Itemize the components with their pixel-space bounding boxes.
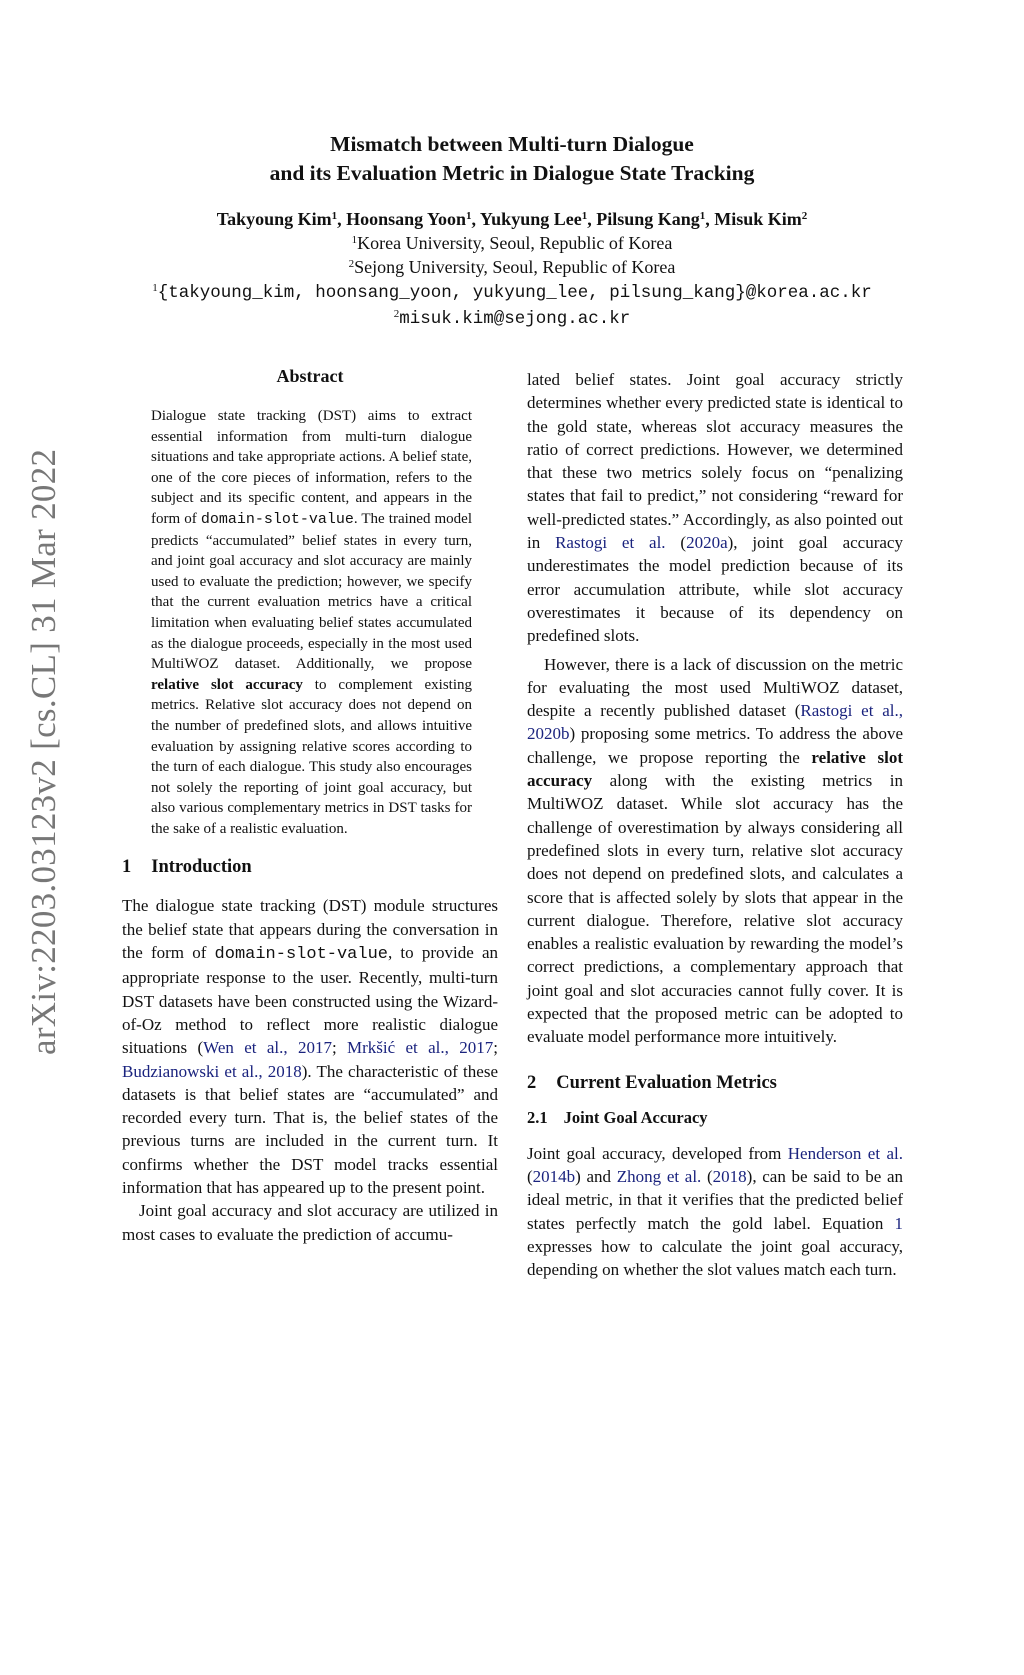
separator: ,	[471, 209, 480, 229]
abstract-text: . The trained model predicts “accumulated” belief states in every turn, and joint goal accuracy and slot accuracy are mainly used to evaluate the prediction; however, we specify that the current evaluation metrics have a critical limitation when evaluating belief states accumulated as the dialogue proceeds, especially in the most used MultiWOZ dataset. Additionally, we propose	[151, 510, 473, 673]
text: expresses how to calculate the joint goal accuracy, depending on whether the slot values match each turn.	[527, 1236, 903, 1280]
affiliation-mark: 1	[152, 282, 158, 294]
abstract-text: Dialogue state tracking (DST) aims to extract essential information from multi-turn dialogue situations and take appropriate actions. A belief state, one of the core pieces of information, refers to the subject and its specific content, and appears in the form of	[151, 408, 472, 527]
affiliation-mark: 1	[331, 210, 338, 222]
abstract-heading: Abstract	[276, 366, 344, 386]
joint-goal-body	[527, 1142, 903, 1282]
arxiv-identifier: arXiv:2203.03123v2 [cs.CL] 31 Mar 2022	[24, 448, 63, 1055]
abstract-bold: relative slot accuracy	[151, 676, 303, 693]
section-title: Current Evaluation Metrics	[556, 1072, 777, 1093]
paper-title	[0, 130, 1024, 188]
abstract-text: to complement existing metrics. Relative slot accuracy does not depend on the number of predefined slots, and allows intuitive evaluation by assigning relative scores according to the turn of each dialogue. This study also encourages not solely the reporting of joint goal accuracy, but also various complementary metrics in DST tasks for the sake of a realistic evaluation.	[151, 676, 472, 837]
text: ), can be said to be an ideal metric, in that it verifies that the predicted belief states perfectly match the gold label. Equation	[527, 1166, 904, 1233]
bold-text: relative slot accuracy	[527, 747, 904, 791]
author-names	[0, 207, 1024, 231]
separator: ,	[337, 209, 347, 229]
affiliation-mark: 1	[465, 210, 472, 222]
affiliation-2	[0, 255, 1024, 279]
equation-link[interactable]: 1	[894, 1213, 903, 1233]
text: ). The characteristic of these datasets is that belief states are “accumulated” and recorded every turn. That is, the belief states of the previous turns are included in the current turn. It confirms whether the DST model tracks essential information that has appeared up to the present point.	[122, 1061, 498, 1198]
citation-link[interactable]: Zhong et al.	[616, 1166, 702, 1186]
affiliation-mark: 1	[581, 210, 588, 222]
text: ) proposing some metrics. To address the above challenge, we propose reporting the	[527, 724, 903, 767]
citation-link[interactable]: Henderson et al.	[787, 1143, 903, 1163]
author-name: Misuk Kim	[714, 209, 802, 229]
title-line-1: Mismatch between Multi-turn Dialogue	[330, 132, 694, 156]
email-text: misuk.kim@sejong.ac.kr	[399, 309, 631, 329]
text: Joint goal accuracy, developed from	[527, 1143, 788, 1163]
subsection-title: Joint Goal Accuracy	[563, 1107, 708, 1127]
text: ) and	[575, 1166, 617, 1186]
paragraph: Joint goal accuracy and slot accuracy are utilized in most cases to evaluate the prediction of accumu-	[122, 1201, 498, 1244]
affiliation-mark: 1	[351, 234, 358, 246]
abstract-code: domain-slot-value	[200, 510, 354, 528]
citation-link[interactable]: 2020a	[686, 533, 728, 553]
section-number: 1	[122, 857, 132, 878]
left-column	[122, 366, 498, 1246]
citation-link[interactable]: 2014b	[532, 1166, 576, 1186]
section-1-heading	[122, 857, 498, 878]
email-line-1	[0, 279, 1024, 305]
right-body	[527, 368, 903, 1049]
affiliation-text: Korea University, Seoul, Republic of Korea	[357, 233, 673, 253]
text: (	[701, 1166, 713, 1186]
text: lated belief states. Joint goal accuracy strictly determines whether every predicted state is identical to the gold state, whereas slot accuracy measures the ratio of correct predictions. However, we determined that these two metrics solely focus on “penalizing states that fail to predict,” not considering “reward for well-predicted states.” Accordingly, as also pointed out in	[527, 370, 903, 553]
subsection-number: 2.1	[527, 1107, 548, 1127]
email-line-2	[0, 305, 1024, 331]
affiliation-mark: 1	[699, 210, 706, 222]
text: However, there is a lack of discussion on the metric for evaluating the most used MultiWOZ dataset, despite a recently published dataset (	[527, 654, 903, 721]
section-2-heading	[527, 1073, 903, 1094]
author-name: Yukyung Lee	[479, 209, 582, 229]
text: , to provide an appropriate response to the user. Recently, multi-turn DST datasets have been constructed using the Wizard-of-Oz method to reflect more realistic dialogue situations (	[122, 943, 498, 1058]
paragraph	[122, 894, 498, 1199]
email-text: {takyoung_kim, hoonsang_yoon, yukyung_lee, pilsung_kang}@korea.ac.kr	[157, 283, 872, 303]
section-number: 2	[527, 1072, 537, 1093]
arxiv-sidebar	[24, 448, 64, 1675]
affiliation-mark: 2	[348, 258, 355, 270]
title-line-2: and its Evaluation Metric in Dialogue State Tracking	[269, 161, 755, 185]
affiliation-1	[0, 231, 1024, 255]
author-name: Takyoung Kim	[216, 209, 332, 229]
separator: ,	[587, 209, 597, 229]
text: (	[527, 1166, 533, 1186]
citation-link[interactable]: Rastogi et al.	[555, 533, 666, 553]
paragraph	[527, 1142, 903, 1282]
affiliation-mark: 2	[801, 210, 808, 222]
author-name: Hoonsang Yoon	[346, 209, 466, 229]
section-title: Introduction	[151, 857, 252, 878]
text: ), joint goal accuracy underestimates the model prediction because of its error accumulation attribute, while slot accuracy overestimates it because of its dependency on predefined slots.	[527, 533, 903, 646]
text: ;	[331, 1038, 348, 1058]
author-name: Pilsung Kang	[596, 209, 700, 229]
subsection-2-1-heading	[527, 1108, 903, 1128]
citation-link[interactable]: Rastogi et al., 2020b	[527, 701, 903, 744]
text: along with the existing metrics in MultiWOZ dataset. While slot accuracy has the challenge of overestimation by always considering all predefined slots in every turn, relative slot accuracy does not depend on predefined slots, and calculates a score that is affected solely by slots that appear in the current dialogue. Therefore, relative slot accuracy enables a realistic evaluation by rewarding the model’s correct predictions, a complementary approach that joint goal and slot accuracies cannot fully cover. It is expected that the proposed metric can be adopted to evaluate model performance more intuitively.	[527, 771, 903, 1047]
right-column	[527, 368, 903, 1281]
citation-link[interactable]: 2018	[712, 1166, 747, 1186]
paragraph	[527, 368, 903, 648]
inline-code: domain-slot-value	[214, 945, 388, 965]
separator: ,	[705, 209, 715, 229]
introduction-body	[122, 894, 498, 1245]
affiliation-text: Sejong University, Seoul, Republic of Korea	[354, 257, 676, 277]
citation-link[interactable]: Mrkšić et al., 2017	[347, 1038, 494, 1058]
text: (	[665, 533, 687, 553]
text: The dialogue state tracking (DST) module structures the belief state that appears during the conversation in the form of	[122, 896, 498, 963]
paragraph	[527, 653, 903, 1049]
abstract-body	[151, 406, 472, 839]
text: ;	[493, 1038, 498, 1058]
affiliation-mark: 2	[393, 308, 400, 320]
citation-link[interactable]: Wen et al., 2017	[203, 1038, 332, 1058]
citation-link[interactable]: Budzianowski et al., 2018	[122, 1061, 302, 1081]
author-block	[0, 207, 1024, 331]
